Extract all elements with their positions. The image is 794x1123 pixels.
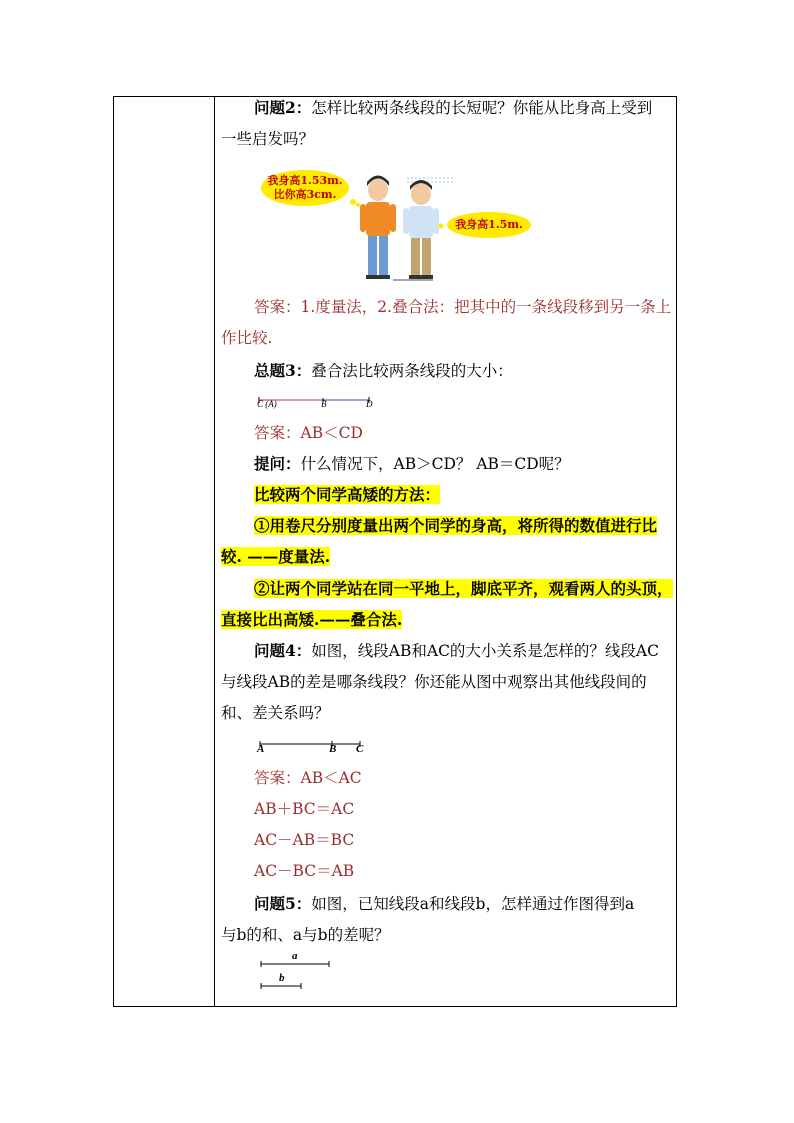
method-2-line-1 xyxy=(221,578,673,600)
q4-line-3: 和、差关系吗？ xyxy=(221,704,330,722)
height-comparison-figure xyxy=(257,166,523,284)
ask-text: 什么情况下，AB＞CD？ AB＝CD呢？ xyxy=(300,455,570,473)
q2-text-1: 怎样比较两条线段的长短呢？你能从比身高上受到 xyxy=(311,99,653,117)
point-label-d: D xyxy=(366,399,373,409)
q4-answer-3: AC－AB＝BC xyxy=(254,831,355,849)
s3-text: 叠合法比较两条线段的大小： xyxy=(311,362,513,380)
segments-a-b-figure xyxy=(259,952,339,992)
point-label-b-2: B xyxy=(329,743,337,755)
segment-abc-figure xyxy=(257,734,367,760)
segment-label-b: b xyxy=(279,972,285,984)
q2-answer-line-2: 作比较. xyxy=(221,329,273,347)
speech-bubble-left xyxy=(261,170,349,206)
q2-answer-line-1: 答案：1.度量法，2.叠合法：把其中的一条线段移到另一条上 xyxy=(254,298,672,316)
q2-label: 问题2： xyxy=(254,98,312,117)
method-1-line-2 xyxy=(221,546,330,568)
q5-line-2: 与b的和、a与b的差呢？ xyxy=(221,926,390,944)
method-title-line xyxy=(221,484,440,506)
q2-line-2: 一些启发吗？ xyxy=(221,130,315,148)
q4-text-1: 如图，线段AB和AC的大小关系是怎样的？线段AC xyxy=(311,642,659,660)
method-2-text-1: ②让两个同学站在同一平地上，脚底平齐，观看两人的头顶， xyxy=(254,579,673,598)
method-1-line-1 xyxy=(221,515,657,537)
ask-label: 提问： xyxy=(254,454,301,473)
bubble-left-line-1: 我身高1.53m. xyxy=(267,174,343,187)
point-label-b: B xyxy=(321,399,327,409)
method-2-line-2 xyxy=(221,609,402,631)
bubble-left-line-2: 比你高3cm. xyxy=(273,188,337,201)
method-2-text-2: 直接比出高矮.——叠合法. xyxy=(221,610,403,629)
q4-line-1 xyxy=(221,640,659,662)
q4-answer-2: AB＋BC＝AC xyxy=(254,800,355,818)
segment-cd-ab-figure xyxy=(257,390,377,412)
q4-line-2: 与线段AB的差是哪条线段？你还能从图中观察出其他线段间的 xyxy=(221,673,647,691)
ask-line xyxy=(221,453,570,475)
segment-label-a: a xyxy=(292,950,298,962)
q4-answer-4: AC－BC＝AB xyxy=(254,862,355,880)
method-1-text-2: 较. ——度量法. xyxy=(221,547,331,566)
s3-label: 总题3： xyxy=(254,361,312,380)
segments-a-b-lines xyxy=(259,952,339,992)
q2-line-1 xyxy=(221,97,652,119)
point-label-c: C xyxy=(356,743,364,755)
point-label-a: A xyxy=(257,743,265,755)
s3-answer: 答案：AB＜CD xyxy=(254,424,363,442)
q4-answer-1: 答案：AB＜AC xyxy=(254,769,362,787)
q5-line-1 xyxy=(221,893,634,915)
method-title: 比较两个同学高矮的方法： xyxy=(254,485,441,504)
q5-label: 问题5： xyxy=(254,894,312,913)
q4-label: 问题4： xyxy=(254,641,312,660)
q5-text-1: 如图，已知线段a和线段b，怎样通过作图得到a xyxy=(311,895,635,913)
point-label-c-a: C (A) xyxy=(257,399,277,409)
segment-abc-line xyxy=(257,739,367,749)
speech-bubble-right: 我身高1.5m. xyxy=(447,212,531,238)
s3-line xyxy=(221,360,513,382)
column-divider xyxy=(214,96,215,1007)
method-1-text-1: ①用卷尺分别度量出两个同学的身高，将所得的数值进行比 xyxy=(254,516,658,535)
